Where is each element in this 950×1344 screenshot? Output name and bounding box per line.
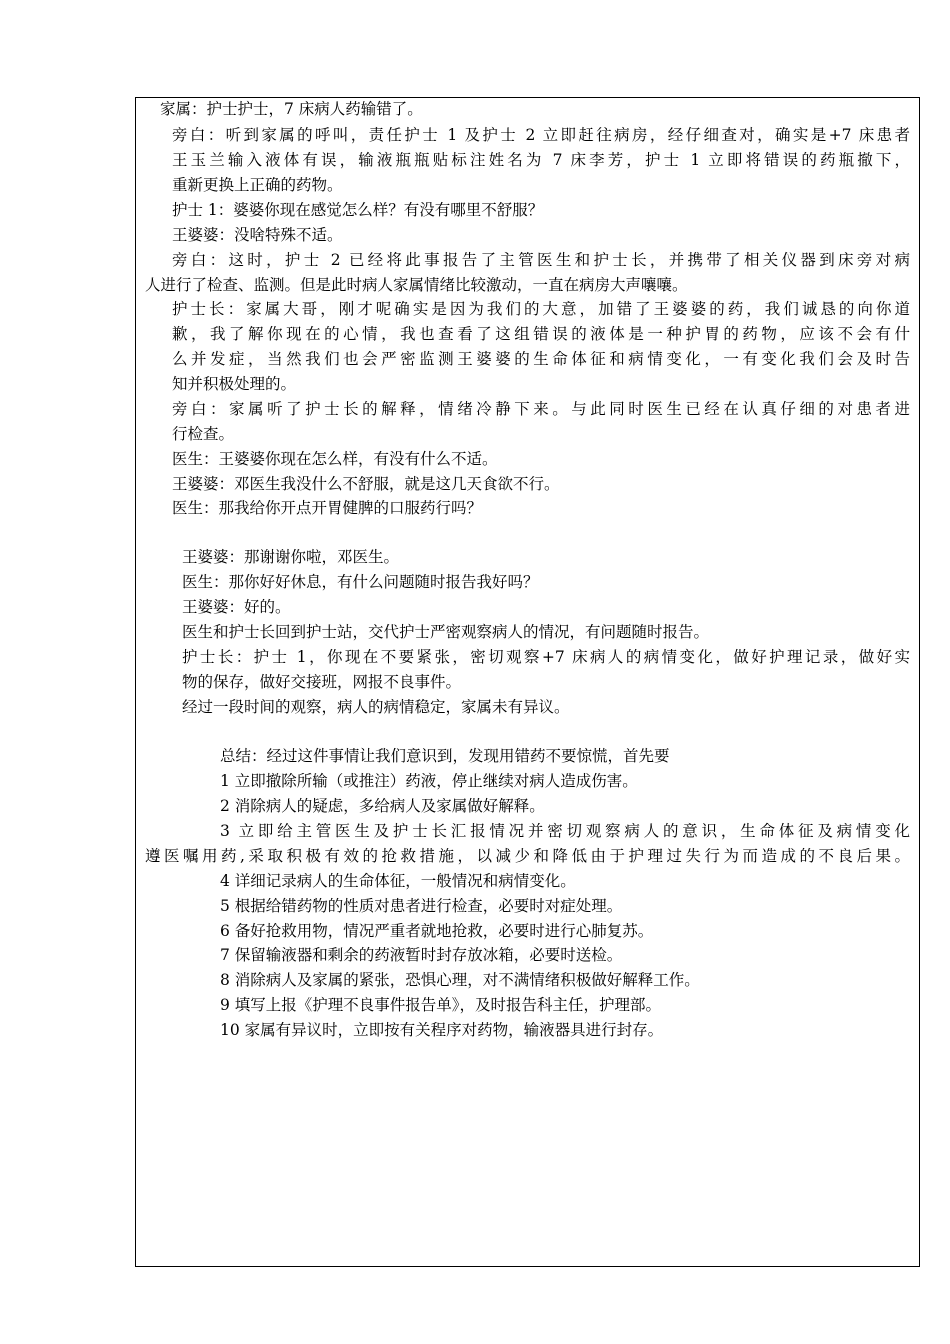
dialogue-line: 么并发症，当然我们也会严密监测王婆婆的生命体征和病情变化，一有变化我们会及时告 — [172, 350, 910, 368]
summary-item: 6 备好抢救用物，情况严重者就地抢救，必要时进行心肺复苏。 — [220, 922, 654, 940]
dialogue-line: 旁白：家属听了护士长的解释，情绪冷静下来。与此同时医生已经在认真仔细的对患者进 — [172, 400, 910, 418]
dialogue-line: 王婆婆：邓医生我没什么不舒服，就是这几天食欲不行。 — [172, 475, 560, 493]
summary-item: 7 保留输液器和剩余的药液暂时封存放冰箱，必要时送检。 — [220, 946, 623, 964]
summary-item: 8 消除病人及家属的紧张，恐惧心理，对不满情绪积极做好解释工作。 — [220, 971, 700, 989]
dialogue-line: 重新更换上正确的药物。 — [172, 176, 343, 194]
summary-item: 2 消除病人的疑虑，多给病人及家属做好解释。 — [220, 797, 545, 815]
dialogue-line: 医生和护士长回到护士站，交代护士严密观察病人的情况，有问题随时报告。 — [182, 623, 710, 641]
dialogue-line: 医生：那你好好休息，有什么问题随时报告我好吗？ — [182, 573, 539, 591]
summary-item: 4 详细记录病人的生命体征，一般情况和病情变化。 — [220, 872, 576, 890]
dialogue-line: 旁白：这时，护士 2 已经将此事报告了主管医生和护士长，并携带了相关仪器到床旁对病 — [172, 251, 910, 269]
dialogue-line: 知并积极处理的。 — [172, 375, 297, 393]
dialogue-line: 护士长：护士 1，你现在不要紧张，密切观察+7 床病人的病情变化，做好护理记录，做好实 — [182, 648, 910, 666]
dialogue-line: 王玉兰输入液体有误，输液瓶瓶贴标注姓名为 7 床李芳，护士 1 立即将错误的药瓶撤下， — [172, 151, 910, 169]
summary-item: 3 立即给主管医生及护士长汇报情况并密切观察病人的意识，生命体征及病情变化 — [220, 822, 910, 840]
summary-heading: 总结：经过这件事情让我们意识到，发现用错药不要惊慌，首先要 — [220, 747, 670, 765]
dialogue-line: 王婆婆：没啥特殊不适。 — [172, 226, 343, 244]
dialogue-line: 物的保存，做好交接班，网报不良事件。 — [182, 673, 462, 691]
dialogue-line: 王婆婆：那谢谢你啦，邓医生。 — [182, 548, 400, 566]
summary-item: 9 填写上报《护理不良事件报告单》，及时报告科主任，护理部。 — [220, 996, 662, 1014]
dialogue-line: 行检查。 — [172, 425, 235, 443]
dialogue-line: 王婆婆：好的。 — [182, 598, 291, 616]
dialogue-line: 旁白：听到家属的呼叫，责任护士 1 及护士 2 立即赶往病房，经仔细查对，确实是+7 床患者 — [172, 126, 910, 144]
summary-item: 遵医嘱用药,采取积极有效的抢救措施，以减少和降低由于护理过失行为而造成的不良后果。 — [145, 847, 910, 865]
dialogue-line: 护士长：家属大哥，刚才呢确实是因为我们的大意，加错了王婆婆的药，我们诚恳的向你道 — [172, 300, 910, 318]
dialogue-line: 护士 1：婆婆你现在感觉怎么样？有没有哪里不舒服？ — [172, 201, 544, 219]
dialogue-line: 人进行了检查、监测。但是此时病人家属情绪比较激动，一直在病房大声嚷嚷。 — [145, 276, 688, 294]
dialogue-line: 医生：王婆婆你现在怎么样，有没有什么不适。 — [172, 450, 498, 468]
dialogue-line: 歉，我了解你现在的心情，我也查看了这组错误的液体是一种护胃的药物，应该不会有什 — [172, 325, 910, 343]
summary-item: 5 根据给错药物的性质对患者进行检查，必要时对症处理。 — [220, 897, 623, 915]
dialogue-line: 经过一段时间的观察，病人的病情稳定，家属未有异议。 — [182, 698, 570, 716]
summary-item: 10 家属有异议时，立即按有关程序对药物，输液器具进行封存。 — [220, 1021, 664, 1039]
dialogue-line: 家属：护士护士，7 床病人药输错了。 — [160, 100, 423, 118]
dialogue-line: 医生：那我给你开点开胃健脾的口服药行吗？ — [172, 499, 483, 517]
summary-item: 1 立即撤除所输（或推注）药液，停止继续对病人造成伤害。 — [220, 772, 638, 790]
